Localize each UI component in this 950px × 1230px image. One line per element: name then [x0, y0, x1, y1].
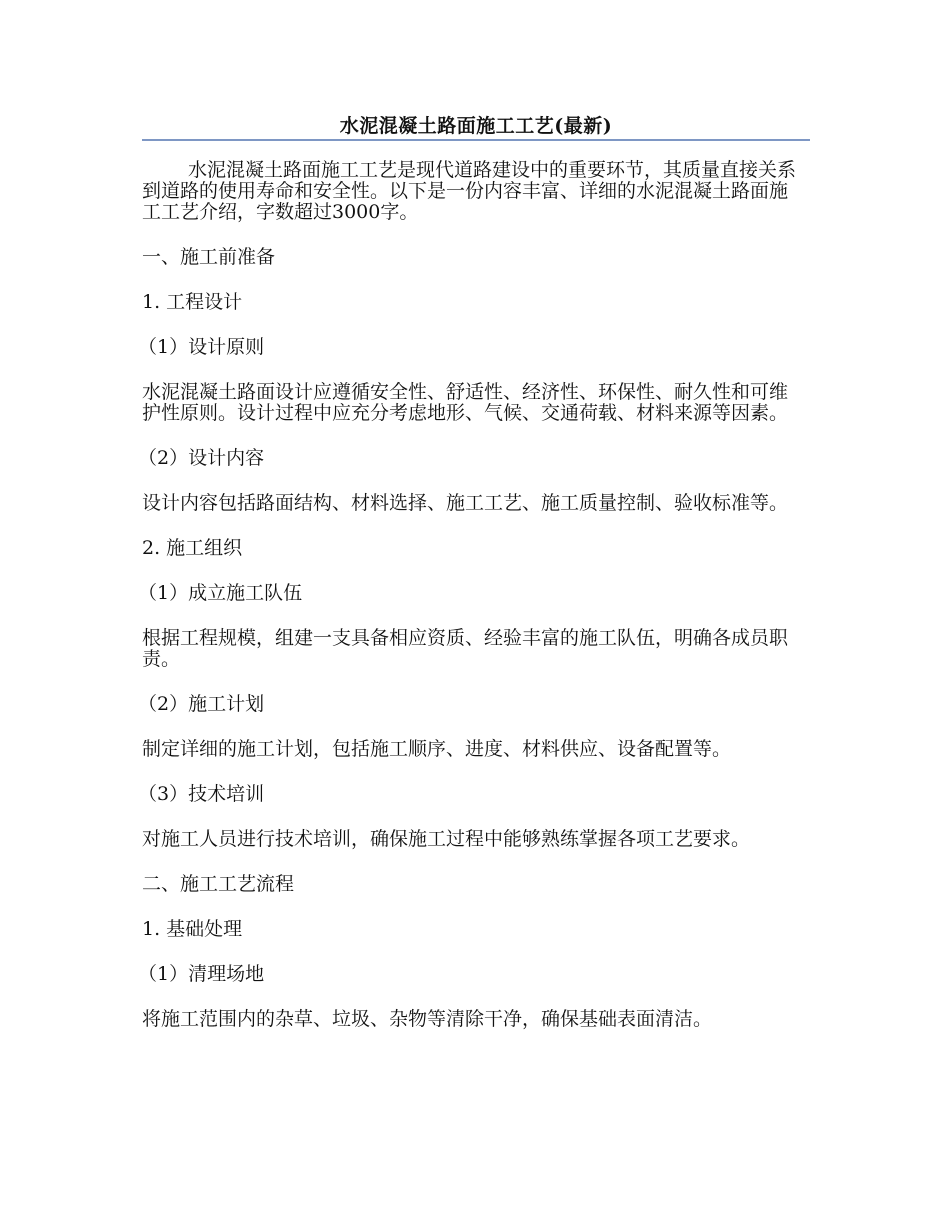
body-paragraph: 对施工人员进行技术培训，确保施工过程中能够熟练掌握各项工艺要求。	[142, 828, 751, 850]
subsection-heading: 1. 工程设计	[142, 291, 243, 313]
item-heading: （1）清理场地	[138, 963, 265, 985]
item-heading: （1）成立施工队伍	[138, 582, 303, 604]
body-paragraph: 水泥混凝土路面设计应遵循安全性、舒适性、经济性、环保性、耐久性和可维护性原则。设计过程中应充分考虑地形、气候、交通荷载、材料来源等因素。	[142, 381, 789, 424]
subsection-heading: 1. 基础处理	[142, 918, 243, 940]
title-underline	[142, 139, 810, 141]
item-heading: （2）设计内容	[138, 447, 265, 469]
body-paragraph: 根据工程规模，组建一支具备相应资质、经验丰富的施工队伍，明确各成员职责。	[142, 627, 789, 670]
intro-paragraph: 水泥混凝土路面施工工艺是现代道路建设中的重要环节，其质量直接关系到道路的使用寿命和安全性。以下是一份内容丰富、详细的水泥混凝土路面施工工艺介绍，字数超过3000字。	[142, 159, 797, 223]
item-heading: （2）施工计划	[138, 693, 265, 715]
body-paragraph: 设计内容包括路面结构、材料选择、施工工艺、施工质量控制、验收标准等。	[142, 492, 789, 514]
subsection-heading: 2. 施工组织	[142, 537, 243, 559]
section-heading: 一、施工前准备	[142, 246, 276, 268]
body-paragraph: 制定详细的施工计划，包括施工顺序、进度、材料供应、设备配置等。	[142, 738, 732, 760]
item-heading: （1）设计原则	[138, 336, 265, 358]
document-body	[138, 159, 802, 1030]
body-paragraph: 将施工范围内的杂草、垃圾、杂物等清除干净，确保基础表面清洁。	[142, 1008, 713, 1030]
document-title: 水泥混凝土路面施工工艺(最新)	[339, 115, 613, 137]
item-heading: （3）技术培训	[138, 783, 265, 805]
section-heading: 二、施工工艺流程	[142, 873, 295, 895]
